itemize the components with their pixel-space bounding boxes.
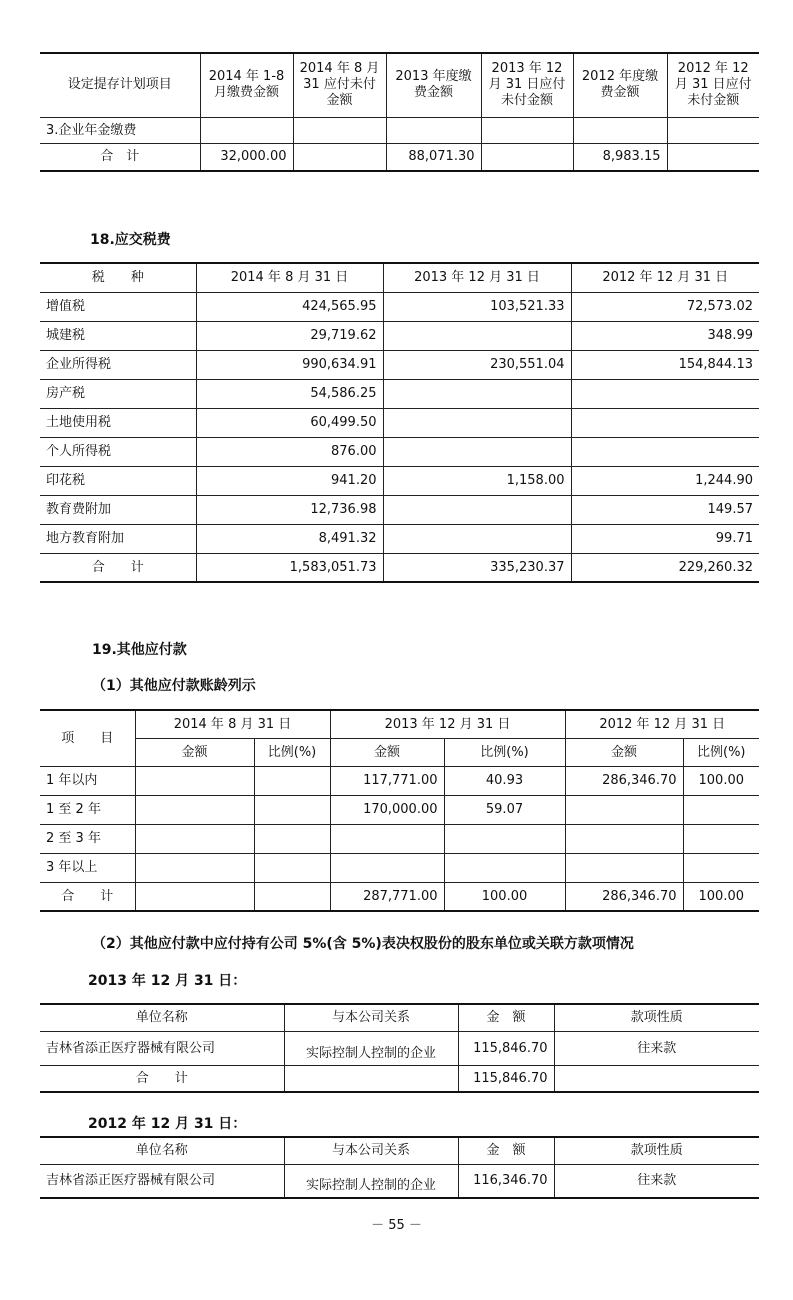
total-row bbox=[40, 143, 759, 171]
table-row bbox=[40, 321, 759, 350]
value-cell bbox=[293, 117, 386, 143]
value-cell bbox=[571, 379, 759, 408]
table-row bbox=[40, 292, 759, 321]
value-cell bbox=[481, 143, 573, 171]
table-row bbox=[40, 824, 759, 853]
value-cell: 286,346.70 bbox=[565, 882, 683, 911]
value-cell bbox=[135, 766, 254, 795]
tax-type: 增值税 bbox=[40, 292, 196, 321]
value-cell bbox=[444, 824, 565, 853]
value-cell bbox=[135, 824, 254, 853]
value-cell bbox=[383, 437, 571, 466]
value-cell: 12,736.98 bbox=[196, 495, 383, 524]
value-cell bbox=[565, 824, 683, 853]
table-header-row bbox=[40, 1004, 759, 1031]
value-cell: 1,158.00 bbox=[383, 466, 571, 495]
value-cell bbox=[383, 408, 571, 437]
tax-type: 印花税 bbox=[40, 466, 196, 495]
related-party-table-2013 bbox=[40, 1003, 759, 1093]
row-label: 3 年以上 bbox=[40, 853, 135, 882]
header-cell: 款项性质 bbox=[554, 1137, 759, 1164]
value-cell bbox=[683, 824, 759, 853]
date-2012-label: 2012 年 12 月 31 日： bbox=[88, 1116, 247, 1132]
value-cell: 100.00 bbox=[683, 766, 759, 795]
nature bbox=[554, 1065, 759, 1092]
section-19-title: 19.其他应付款 bbox=[92, 642, 187, 658]
relationship: 实际控制人控制的企业 bbox=[284, 1164, 458, 1198]
value-cell: 154,844.13 bbox=[571, 350, 759, 379]
amount: 115,846.70 bbox=[458, 1031, 554, 1065]
value-cell bbox=[330, 853, 444, 882]
value-cell bbox=[565, 795, 683, 824]
value-cell: 170,000.00 bbox=[330, 795, 444, 824]
value-cell: 1,583,051.73 bbox=[196, 553, 383, 582]
table-header-row bbox=[40, 263, 759, 292]
value-cell bbox=[254, 853, 330, 882]
tax-type: 个人所得税 bbox=[40, 437, 196, 466]
header-cell: 比例(%) bbox=[683, 738, 759, 766]
nature: 往来款 bbox=[554, 1164, 759, 1198]
row-label: 1 至 2 年 bbox=[40, 795, 135, 824]
row-label: 3.企业年金缴费 bbox=[40, 117, 200, 143]
total-label: 合 计 bbox=[40, 553, 196, 582]
page-number: － 55 － bbox=[371, 1218, 422, 1233]
value-cell bbox=[135, 795, 254, 824]
header-cell: 2012 年 12 月 31 日 bbox=[565, 710, 759, 738]
company-name: 吉林省添正医疗器械有限公司 bbox=[40, 1031, 284, 1065]
value-cell bbox=[383, 379, 571, 408]
taxes-payable-table bbox=[40, 262, 759, 583]
value-cell bbox=[481, 117, 573, 143]
value-cell: 100.00 bbox=[444, 882, 565, 911]
value-cell: 100.00 bbox=[683, 882, 759, 911]
header-cell: 2012 年 12 月 31 日 bbox=[571, 263, 759, 292]
value-cell bbox=[386, 117, 481, 143]
value-cell: 72,573.02 bbox=[571, 292, 759, 321]
table-row bbox=[40, 1164, 759, 1198]
value-cell: 424,565.95 bbox=[196, 292, 383, 321]
table-header-row bbox=[40, 53, 759, 117]
header-cell: 比例(%) bbox=[254, 738, 330, 766]
tax-type: 地方教育附加 bbox=[40, 524, 196, 553]
value-cell bbox=[571, 408, 759, 437]
value-cell: 876.00 bbox=[196, 437, 383, 466]
value-cell: 149.57 bbox=[571, 495, 759, 524]
value-cell: 1,244.90 bbox=[571, 466, 759, 495]
total-row bbox=[40, 882, 759, 911]
value-cell: 88,071.30 bbox=[386, 143, 481, 171]
header-cell: 2014 年 8 月 31 日 bbox=[135, 710, 330, 738]
tax-type: 企业所得税 bbox=[40, 350, 196, 379]
value-cell bbox=[444, 853, 565, 882]
header-cell: 项 目 bbox=[40, 710, 135, 766]
table-row bbox=[40, 795, 759, 824]
header-cell: 金额 bbox=[135, 738, 254, 766]
value-cell: 29,719.62 bbox=[196, 321, 383, 350]
value-cell bbox=[683, 795, 759, 824]
value-cell: 230,551.04 bbox=[383, 350, 571, 379]
value-cell: 103,521.33 bbox=[383, 292, 571, 321]
defined-contribution-table bbox=[40, 52, 759, 172]
value-cell bbox=[293, 143, 386, 171]
header-cell: 2012 年度缴费金额 bbox=[573, 53, 667, 117]
header-cell: 2013 年 12 月 31 日 bbox=[383, 263, 571, 292]
value-cell bbox=[383, 321, 571, 350]
value-cell bbox=[383, 524, 571, 553]
value-cell: 990,634.91 bbox=[196, 350, 383, 379]
table-row bbox=[40, 1031, 759, 1065]
value-cell bbox=[135, 882, 254, 911]
header-cell: 2013 年度缴费金额 bbox=[386, 53, 481, 117]
value-cell bbox=[200, 117, 293, 143]
related-party-table-2012 bbox=[40, 1136, 759, 1199]
section-18-title: 18.应交税费 bbox=[90, 232, 171, 248]
header-cell: 2012 年 12 月 31 日应付未付金额 bbox=[667, 53, 759, 117]
value-cell: 229,260.32 bbox=[571, 553, 759, 582]
table-header-row bbox=[40, 710, 759, 738]
value-cell: 287,771.00 bbox=[330, 882, 444, 911]
company-name: 吉林省添正医疗器械有限公司 bbox=[40, 1164, 284, 1198]
nature: 往来款 bbox=[554, 1031, 759, 1065]
header-cell: 比例(%) bbox=[444, 738, 565, 766]
date-2013-label: 2013 年 12 月 31 日： bbox=[88, 973, 247, 989]
value-cell bbox=[571, 437, 759, 466]
header-cell: 税 种 bbox=[40, 263, 196, 292]
value-cell bbox=[254, 882, 330, 911]
total-row bbox=[40, 553, 759, 582]
header-cell: 金额 bbox=[565, 738, 683, 766]
tax-type: 房产税 bbox=[40, 379, 196, 408]
aging-table bbox=[40, 709, 759, 912]
amount: 115,846.70 bbox=[458, 1065, 554, 1092]
total-row bbox=[40, 1065, 759, 1092]
value-cell bbox=[667, 117, 759, 143]
header-cell: 与本公司关系 bbox=[284, 1004, 458, 1031]
value-cell bbox=[383, 495, 571, 524]
header-cell: 款项性质 bbox=[554, 1004, 759, 1031]
value-cell: 99.71 bbox=[571, 524, 759, 553]
tax-type: 教育费附加 bbox=[40, 495, 196, 524]
header-cell: 设定提存计划项目 bbox=[40, 53, 200, 117]
table-row bbox=[40, 466, 759, 495]
tax-type: 城建税 bbox=[40, 321, 196, 350]
value-cell: 60,499.50 bbox=[196, 408, 383, 437]
total-label: 合 计 bbox=[40, 143, 200, 171]
table-header-row bbox=[40, 738, 759, 766]
header-cell: 2013 年 12 月 31 日 bbox=[330, 710, 565, 738]
value-cell: 941.20 bbox=[196, 466, 383, 495]
value-cell: 8,983.15 bbox=[573, 143, 667, 171]
table-row bbox=[40, 379, 759, 408]
table-header-row bbox=[40, 1137, 759, 1164]
value-cell: 8,491.32 bbox=[196, 524, 383, 553]
header-cell: 单位名称 bbox=[40, 1004, 284, 1031]
value-cell: 59.07 bbox=[444, 795, 565, 824]
table-row bbox=[40, 350, 759, 379]
value-cell: 335,230.37 bbox=[383, 553, 571, 582]
header-cell: 单位名称 bbox=[40, 1137, 284, 1164]
value-cell bbox=[135, 853, 254, 882]
value-cell: 117,771.00 bbox=[330, 766, 444, 795]
row-label: 2 至 3 年 bbox=[40, 824, 135, 853]
header-cell: 金额 bbox=[330, 738, 444, 766]
aging-subtitle: （1）其他应付款账龄列示 bbox=[92, 678, 256, 694]
table-row bbox=[40, 495, 759, 524]
relationship bbox=[284, 1065, 458, 1092]
amount: 116,346.70 bbox=[458, 1164, 554, 1198]
value-cell: 286,346.70 bbox=[565, 766, 683, 795]
row-label: 1 年以内 bbox=[40, 766, 135, 795]
value-cell bbox=[254, 766, 330, 795]
header-cell: 2013 年 12 月 31 日应付未付金额 bbox=[481, 53, 573, 117]
table-row bbox=[40, 766, 759, 795]
value-cell bbox=[667, 143, 759, 171]
related-party-subtitle: （2）其他应付款中应付持有公司 5%(含 5%)表决权股份的股东单位或关联方款项情况 bbox=[92, 936, 634, 952]
header-cell: 与本公司关系 bbox=[284, 1137, 458, 1164]
table-row bbox=[40, 853, 759, 882]
total-label: 合 计 bbox=[40, 1065, 284, 1092]
value-cell: 32,000.00 bbox=[200, 143, 293, 171]
table-row bbox=[40, 408, 759, 437]
value-cell bbox=[254, 824, 330, 853]
value-cell: 54,586.25 bbox=[196, 379, 383, 408]
header-cell: 2014 年 8 月 31 应付未付金额 bbox=[293, 53, 386, 117]
value-cell: 348.99 bbox=[571, 321, 759, 350]
table-row bbox=[40, 117, 759, 143]
value-cell bbox=[565, 853, 683, 882]
value-cell bbox=[330, 824, 444, 853]
value-cell bbox=[573, 117, 667, 143]
relationship: 实际控制人控制的企业 bbox=[284, 1031, 458, 1065]
total-label: 合 计 bbox=[40, 882, 135, 911]
header-cell: 金 额 bbox=[458, 1004, 554, 1031]
header-cell: 金 额 bbox=[458, 1137, 554, 1164]
header-cell: 2014 年 8 月 31 日 bbox=[196, 263, 383, 292]
value-cell: 40.93 bbox=[444, 766, 565, 795]
table-row bbox=[40, 437, 759, 466]
tax-type: 土地使用税 bbox=[40, 408, 196, 437]
header-cell: 2014 年 1-8 月缴费金额 bbox=[200, 53, 293, 117]
table-row bbox=[40, 524, 759, 553]
value-cell bbox=[683, 853, 759, 882]
value-cell bbox=[254, 795, 330, 824]
